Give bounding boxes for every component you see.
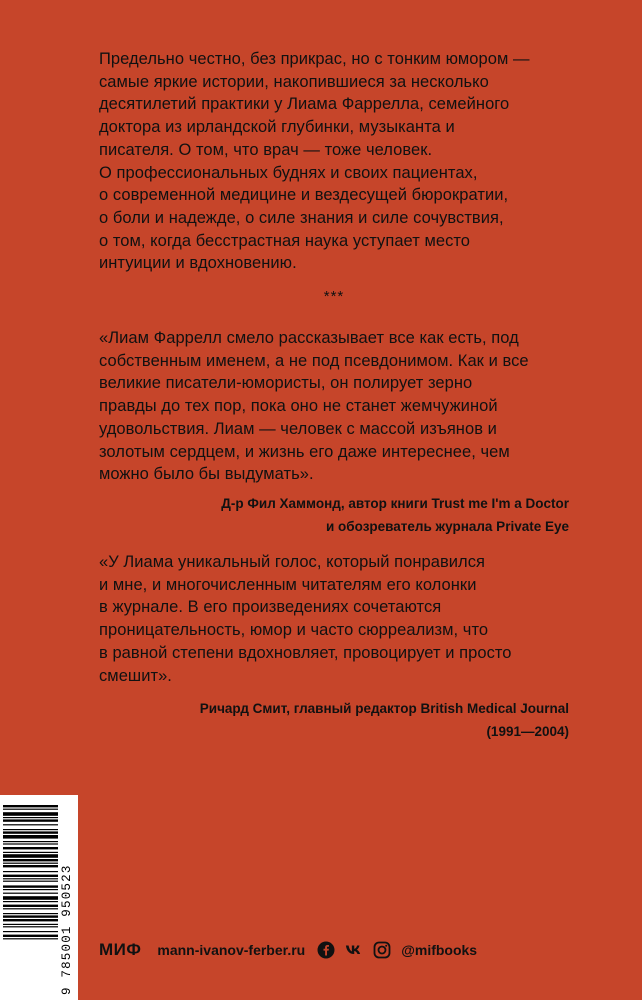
text-line: о том, когда бесстрастная наука уступает место bbox=[99, 231, 471, 250]
quote-attribution-hammond bbox=[221, 493, 569, 538]
barcode-bar bbox=[3, 924, 58, 925]
quote-hammond bbox=[99, 327, 569, 486]
barcode-bar bbox=[3, 863, 58, 864]
barcode-bar bbox=[3, 908, 58, 909]
quote-attribution-smith bbox=[200, 698, 569, 743]
barcode-bar bbox=[3, 889, 58, 890]
barcode-bar bbox=[3, 881, 58, 882]
text-line: проницательность, юмор и часто сюрреализм, что bbox=[99, 621, 489, 640]
barcode-bar bbox=[3, 829, 58, 830]
text-line: «Лиам Фаррелл смело рассказывает все как есть, под bbox=[99, 329, 519, 347]
barcode-bar bbox=[3, 896, 58, 900]
barcode-bar bbox=[3, 854, 58, 858]
publisher-footer bbox=[99, 938, 477, 962]
text-line: золотым сердцем, и жизнь его даже интереснее, чем bbox=[99, 442, 510, 461]
text-line: можно было бы выдумать». bbox=[99, 465, 314, 484]
barcode-bar bbox=[3, 841, 58, 842]
barcode-bar bbox=[3, 913, 58, 914]
barcode-graphic bbox=[0, 795, 78, 1000]
text-line: собственным именем, а не под псевдонимом. Как и все bbox=[99, 351, 529, 370]
barcode-bar bbox=[3, 905, 58, 907]
barcode-bar bbox=[3, 865, 58, 867]
social-handle[interactable]: @mifbooks bbox=[401, 942, 478, 958]
barcode-bar bbox=[3, 901, 58, 902]
text-line: в равной степени вдохновляет, провоцирует и просто bbox=[99, 643, 512, 662]
barcode-bar bbox=[3, 935, 58, 937]
text-line: Предельно честно, без прикрас, но с тонким юмором — bbox=[99, 50, 530, 68]
barcode-bar bbox=[3, 859, 58, 861]
barcode-bar bbox=[3, 847, 58, 849]
barcode-bar bbox=[3, 809, 58, 810]
barcode-bar bbox=[3, 852, 58, 853]
text-line: удовольствия. Лиам — человек с массой изъянов и bbox=[99, 419, 497, 438]
barcode-bar bbox=[3, 931, 58, 932]
text-line: великие писатели-юмористы, он полирует зерно bbox=[99, 374, 473, 393]
text-line: писателя. О том, что врач — тоже человек. bbox=[99, 140, 433, 159]
barcode-bar bbox=[3, 871, 58, 872]
text-line: десятилетий практики у Лиама Фаррелла, семейного bbox=[99, 95, 510, 114]
barcode-bar bbox=[3, 812, 58, 816]
text-line: о современной медицине и вездесущей бюрократии, bbox=[99, 186, 509, 205]
text-line: смешит». bbox=[99, 666, 172, 685]
barcode-bar bbox=[3, 885, 58, 887]
attribution-line: (1991—2004) bbox=[486, 723, 569, 739]
quote-smith bbox=[99, 551, 569, 687]
publisher-logo: МИФ bbox=[99, 940, 142, 959]
text-line: «У Лиама уникальный голос, который понравился bbox=[99, 553, 486, 571]
barcode-bar bbox=[3, 831, 58, 833]
text-line: и мне, и многочисленным читателям его колонки bbox=[99, 575, 477, 594]
text-line: в журнале. В его произведениях сочетаются bbox=[99, 598, 442, 617]
barcode-bar bbox=[3, 819, 58, 821]
barcode-bar bbox=[3, 875, 58, 877]
barcode-bar bbox=[3, 926, 58, 927]
barcode-bar bbox=[3, 919, 58, 921]
barcode-digits: 9 785001 950523 bbox=[60, 864, 74, 995]
text-line: доктора из ирландской глубинки, музыканта и bbox=[99, 118, 455, 137]
text-line: правды до тех пор, пока оно не станет жемчужиной bbox=[99, 397, 498, 416]
barcode-bar bbox=[3, 817, 58, 818]
barcode-bar bbox=[3, 878, 58, 879]
barcode-bar bbox=[3, 805, 58, 807]
section-separator: *** bbox=[323, 288, 345, 305]
barcode-bar bbox=[3, 938, 58, 939]
attribution-line: Д-р Фил Хаммонд, автор книги Trust me I'm a Doctor bbox=[221, 496, 569, 511]
barcode-bar bbox=[3, 915, 58, 917]
instagram-icon[interactable] bbox=[373, 941, 391, 959]
isbn-barcode bbox=[0, 795, 78, 1000]
barcode-bar bbox=[3, 835, 58, 839]
attribution-line: Ричард Смит, главный редактор British Medical Journal bbox=[199, 701, 569, 716]
text-line: самые яркие истории, накопившиеся за несколько bbox=[99, 72, 489, 91]
text-line: О профессиональных буднях и своих пациентах, bbox=[99, 163, 478, 182]
attribution-line: и обозреватель журнала Private Eye bbox=[326, 518, 569, 534]
facebook-icon[interactable] bbox=[317, 941, 335, 959]
intro-paragraph bbox=[99, 48, 569, 275]
barcode-bar bbox=[3, 843, 58, 844]
vk-icon[interactable] bbox=[345, 941, 363, 959]
publisher-website-link[interactable]: mann-ivanov-ferber.ru bbox=[157, 942, 306, 958]
text-line: о боли и надежде, о силе знания и силе сочувствия, bbox=[99, 208, 504, 227]
barcode-bar bbox=[3, 824, 58, 825]
barcode-bar bbox=[3, 893, 58, 894]
text-line: интуиции и вдохновению. bbox=[99, 254, 297, 273]
